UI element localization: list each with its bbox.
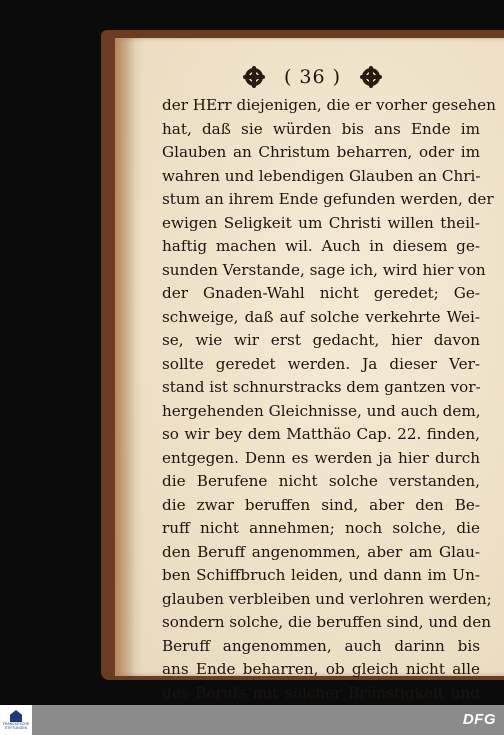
page-header [245,64,380,90]
text-line: des Berufs mit solcher Brünstigkeit und [162,683,480,702]
text-line: der HErr diejenigen, die er vorher gesehen [162,96,496,114]
text-line: schweige, daß auf solche verkehrte Wei- [162,307,480,326]
text-line: Beruff angenommen, auch darinn bis [162,636,480,655]
text-line: Glauben an Christum beharren, oder im [162,143,480,161]
page-number: ( 36 ) [283,66,342,88]
logo-text: FRANCKESCHE STIFTUNGEN [2,722,30,730]
text-line: ruff nicht annehmen; noch solche, die [162,519,480,537]
text-line: haftig machen wil. Auch in diesem ge- [162,237,480,255]
flower-ornament-icon [245,68,263,86]
text-line: sollte geredet werden. Ja dieser Ver- [162,354,480,373]
page-text [162,94,496,705]
text-line: ewigen Seligkeit um Christi willen theil- [162,213,480,232]
text-line: ans Ende beharren, ob gleich nicht alle [162,660,480,678]
text-line: die zwar beruffen sind, aber den Be- [162,495,480,514]
text-line: se, wie wir erst gedacht, hier davon [162,331,480,349]
text-line: sunden Verstande, sage ich, wird hier von [162,260,486,279]
text-line: die Berufene nicht solche verstanden, [162,472,480,490]
page-gutter [115,38,135,676]
text-line: der Gnaden-Wahl nicht geredet; Ge- [162,284,480,302]
book-page [115,38,504,702]
text-line: sondern solche, die beruffen sind, und den [162,613,491,631]
text-line: glauben verbleiben und verlohren werden; [162,589,492,608]
flower-ornament-icon [362,68,380,86]
text-line: stand ist schnurstracks dem gantzen vor- [162,378,481,396]
building-icon [10,710,22,722]
text-line: so wir bey dem Matthäo Cap. 22. finden, [162,425,480,443]
footer-bar [0,705,504,735]
text-line: ben Schiffbruch leiden, und dann im Un- [162,566,480,584]
text-line: stum an ihrem Ende gefunden werden, der [162,190,494,208]
dfg-logo[interactable]: DFG [462,711,496,728]
text-line: den Beruff angenommen, aber am Glau- [162,542,480,561]
text-line: hergehenden Gleichnisse, und auch dem, [162,401,481,420]
text-line: hat, daß sie würden bis ans Ende im [162,119,480,138]
text-line: wahren und lebendigen Glauben an Chri- [162,166,481,185]
institution-logo[interactable] [0,705,32,735]
text-line: entgegen. Denn es werden ja hier durch [162,448,480,467]
